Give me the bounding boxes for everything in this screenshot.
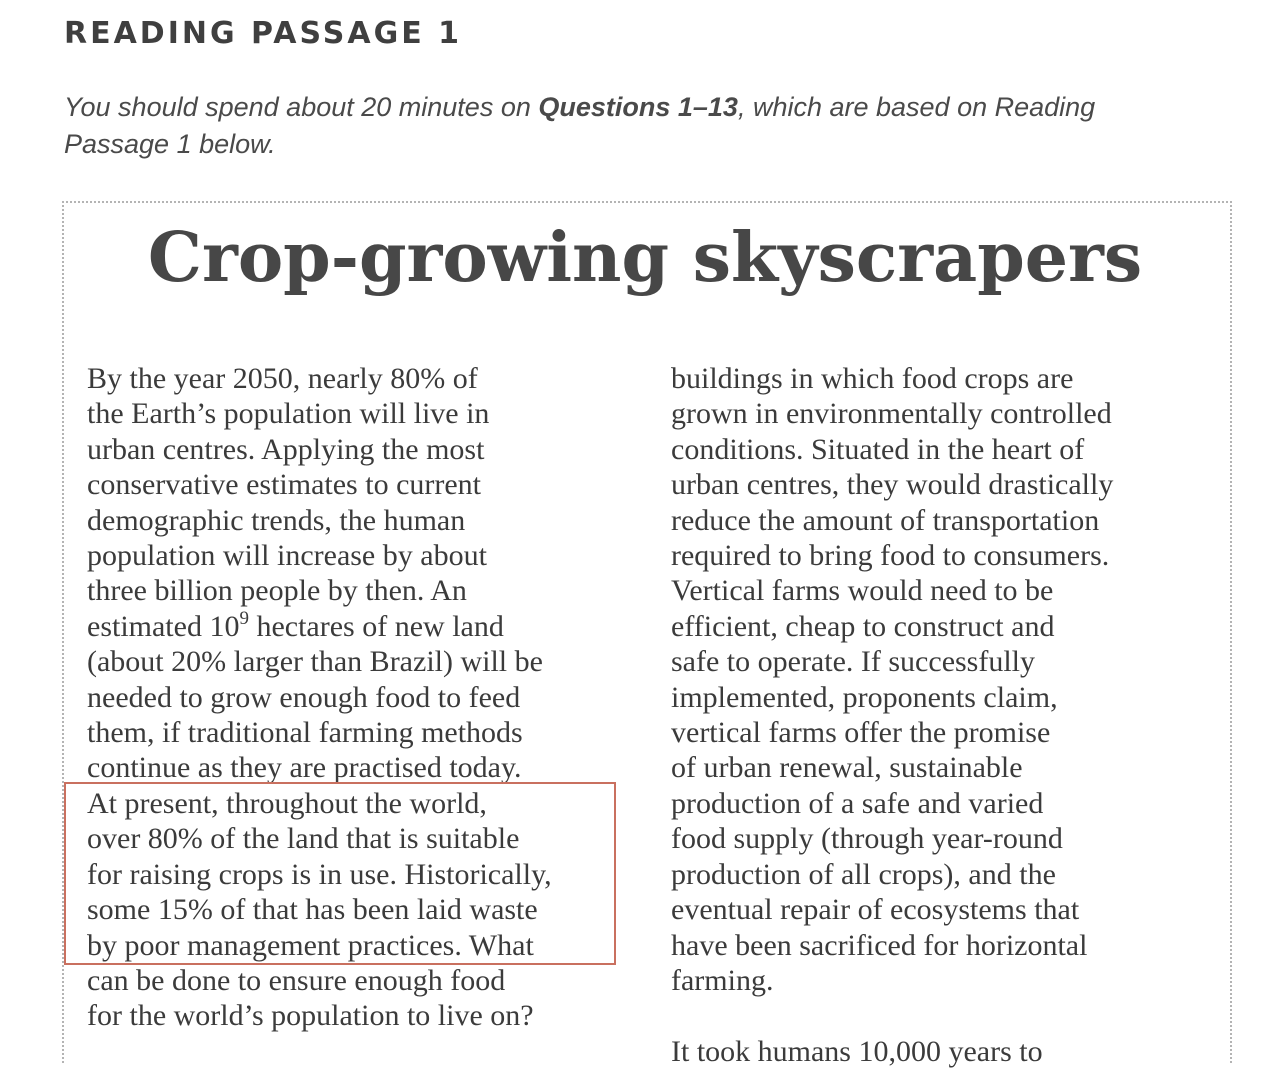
passage-line: continue as they are practised today. (87, 751, 522, 785)
passage-line: implemented, proponents claim, (671, 680, 1058, 714)
passage-line: reduce the amount of transportation (671, 503, 1100, 537)
passage-line: by poor management practices. What (87, 928, 534, 962)
passage-line: safe to operate. If successfully (671, 645, 1036, 679)
passage-line: over 80% of the land that is suitable (87, 822, 520, 856)
passage-line: urban centres, they would drastically (671, 468, 1114, 502)
passage-line: buildings in which food crops are (671, 362, 1074, 395)
passage-line: population will increase by about (87, 539, 487, 573)
passage-right-column (671, 361, 1113, 1069)
passage-line: conditions. Situated in the heart of (671, 432, 1085, 466)
passage-line: urban centres. Applying the most (87, 432, 485, 466)
passage-line: conservative estimates to current (87, 468, 482, 502)
instruction-text (64, 89, 1224, 163)
highlight-annotation-box (64, 782, 616, 965)
passage-line: demographic trends, the human (87, 503, 466, 537)
passage-line: food supply (through year-round (671, 822, 1063, 856)
instruction-line2: Passage 1 below. (64, 129, 276, 159)
passage-line: can be done to ensure enough food (87, 963, 506, 997)
passage-line: for the world’s population to live on? (87, 999, 534, 1033)
passage-line: eventual repair of ecosystems that (671, 893, 1080, 927)
passage-line: the Earth’s population will live in (87, 397, 490, 431)
exponent-superscript: 9 (239, 607, 249, 629)
passage-line: efficient, cheap to construct and (671, 609, 1055, 643)
passage-line: some 15% of that has been laid waste (87, 893, 538, 927)
instruction-questions: Questions 1–13 (538, 92, 738, 122)
passage-line: grown in environmentally controlled (671, 397, 1112, 431)
passage-line: vertical farms offer the promise (671, 716, 1051, 750)
instruction-after: , which are based on Reading (737, 92, 1096, 122)
passage-line: By the year 2050, nearly 80% of (87, 362, 478, 395)
instruction-before: You should spend about 20 minutes on (64, 92, 539, 122)
passage-line-end: hectares of new land (248, 609, 504, 643)
passage-line: for raising crops is in use. Historically, (87, 857, 552, 891)
passage-line-blank (671, 998, 1113, 1033)
passage-line: Vertical farms would need to be (671, 574, 1054, 608)
passage-line: needed to grow enough food to feed (87, 680, 521, 714)
passage-line: farming. (671, 963, 774, 997)
passage-line: At present, throughout the world, (87, 786, 487, 820)
passage-line: them, if traditional farming methods (87, 716, 523, 750)
passage-line: of urban renewal, sustainable (671, 751, 1023, 785)
section-heading: READING PASSAGE 1 (64, 16, 463, 51)
passage-line: (about 20% larger than Brazil) will be (87, 645, 543, 679)
passage-line: have been sacrificed for horizontal (671, 928, 1088, 962)
passage-line: production of all crops), and the (671, 857, 1056, 891)
passage-line: It took humans 10,000 years to (671, 1034, 1043, 1068)
passage-line (87, 609, 552, 644)
passage-line: required to bring food to consumers. (671, 539, 1110, 573)
passage-title: Crop-growing skyscrapers (147, 218, 1143, 298)
passage-line: production of a safe and varied (671, 786, 1044, 820)
passage-line: three billion people by then. An (87, 574, 467, 608)
passage-line-start: estimated 10 (87, 609, 240, 643)
